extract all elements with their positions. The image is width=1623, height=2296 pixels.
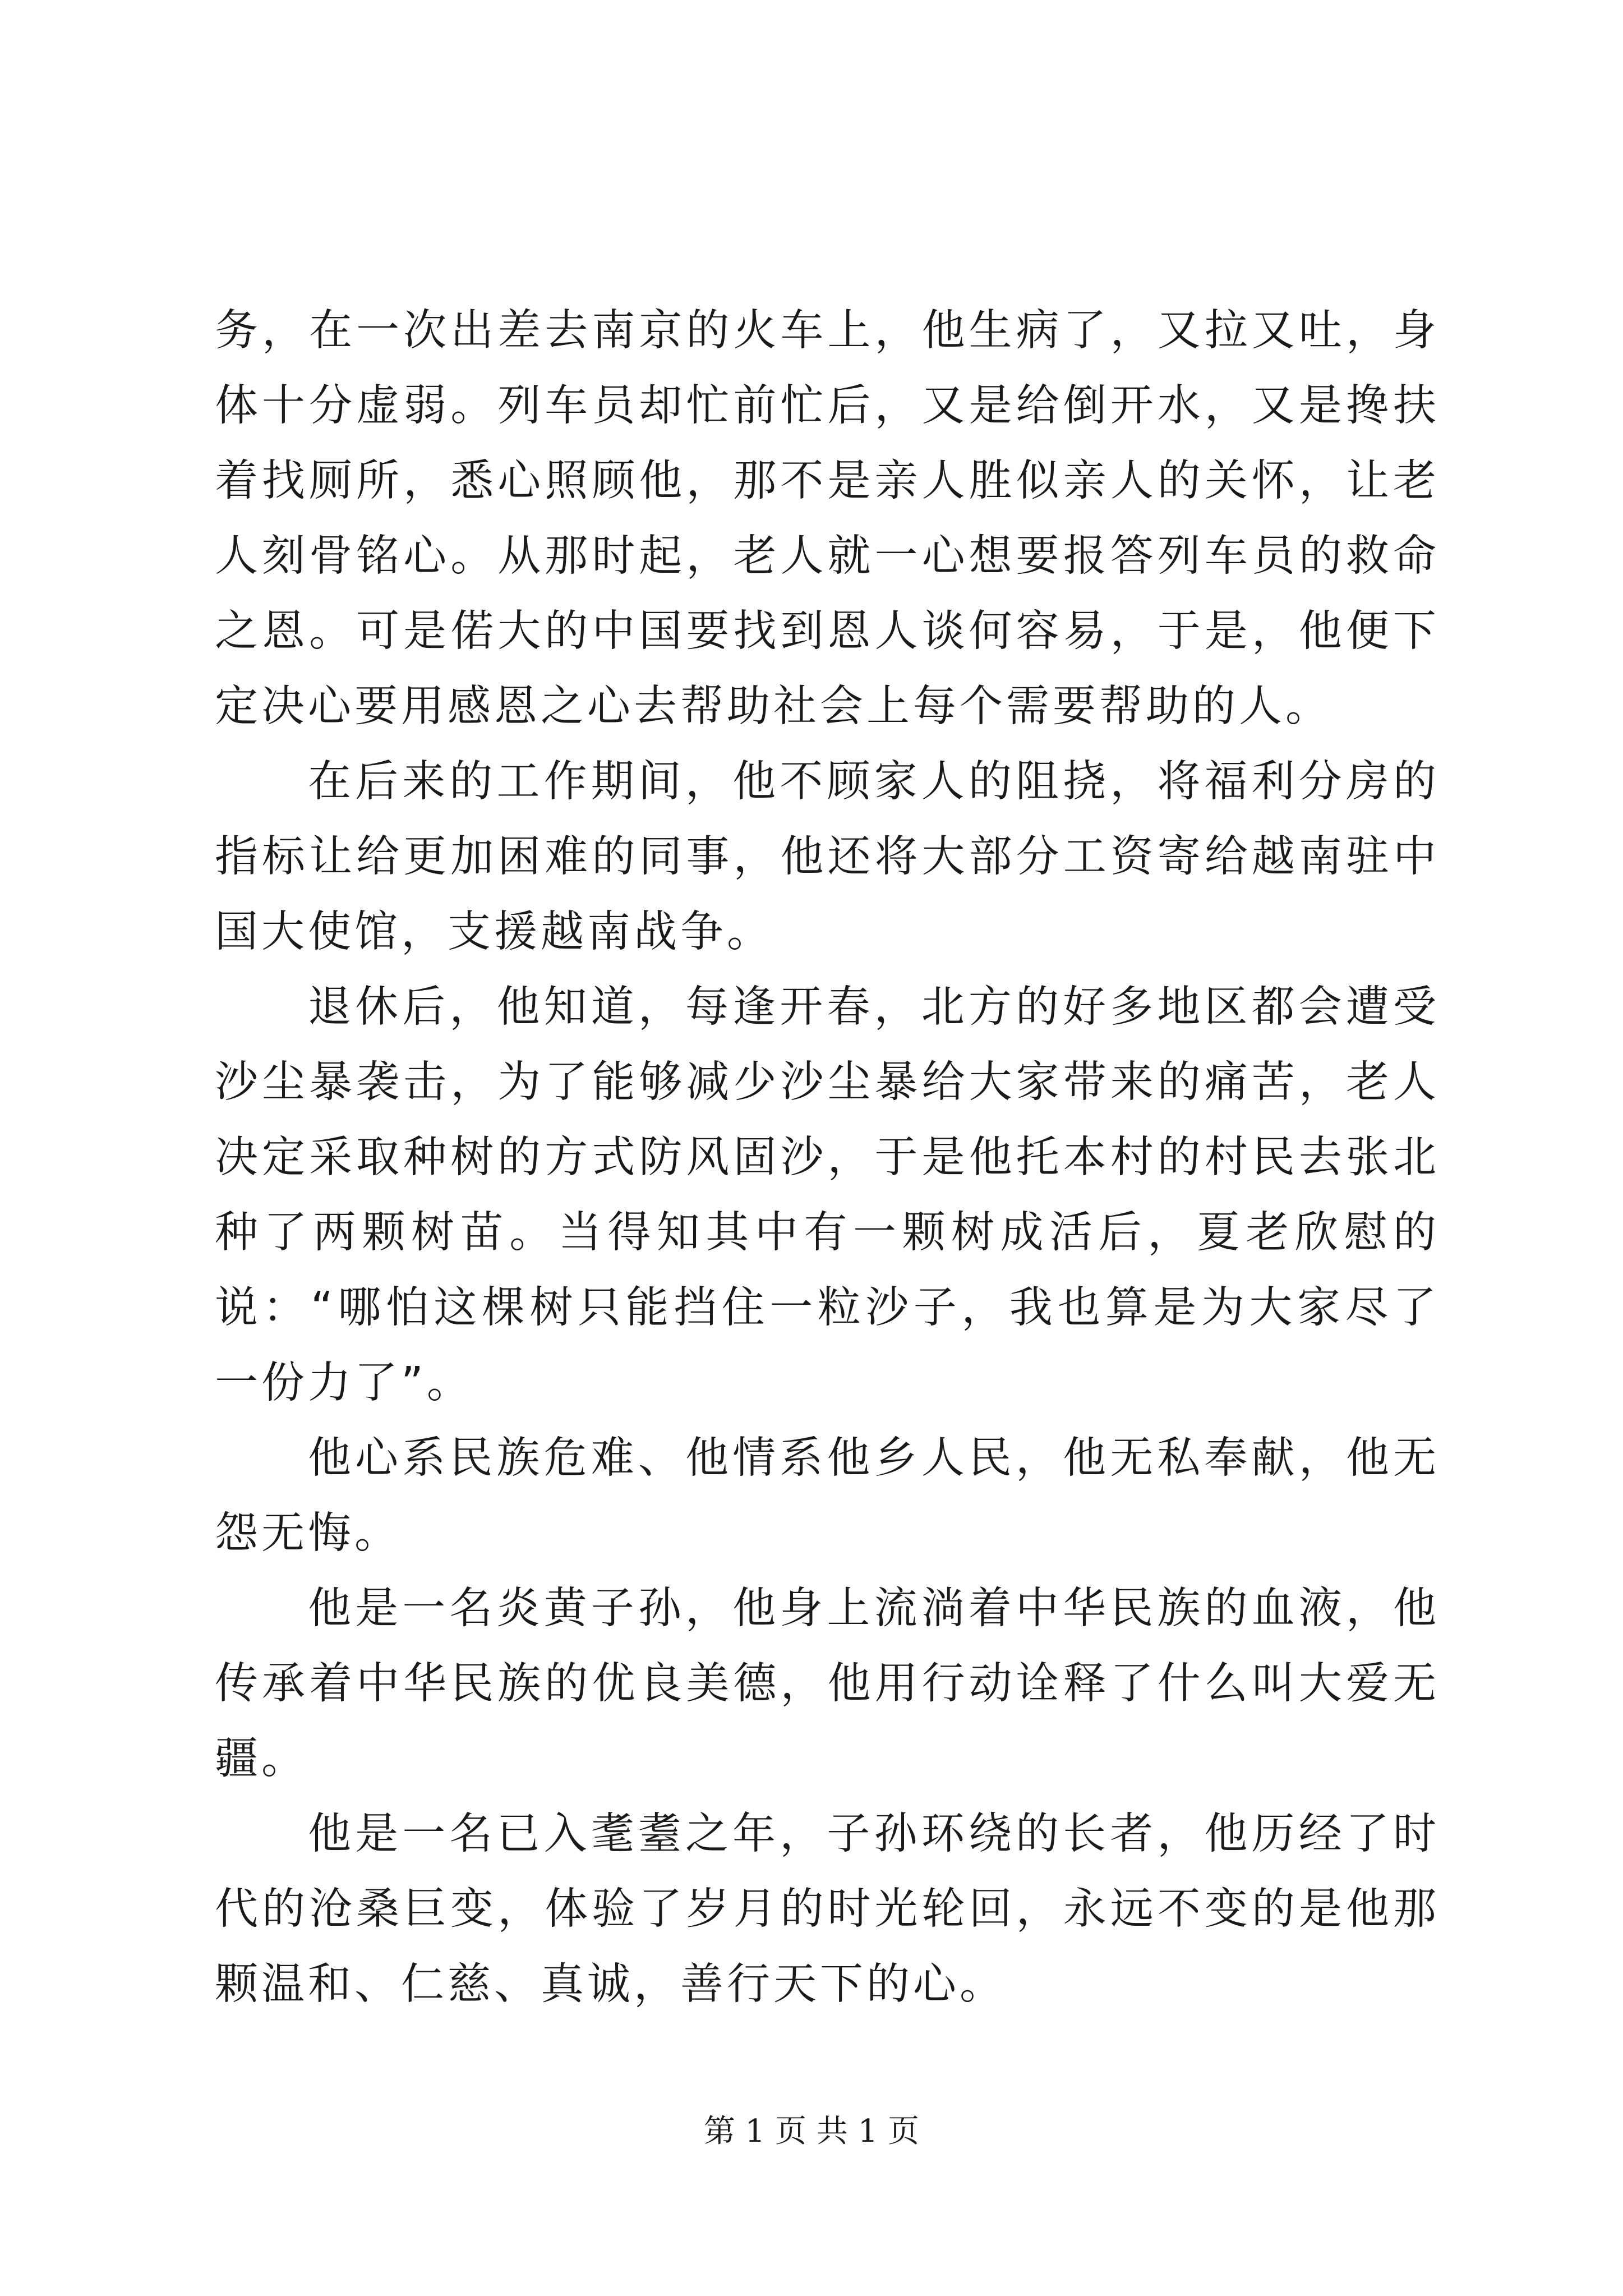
page-number-footer: 第 1 页 共 1 页 <box>703 2113 920 2150</box>
paragraph-3: 退休后，他知道，每逢开春，北方的好多地区都会遭受沙尘暴袭击，为了能够减少沙尘暴给大家带来的痛苦，老人决定采取种树的方式防风固沙，于是他托本村的村民去张北种了两颗树苗。当得知其中有一颗树成活后，夏老欣慰的说：“哪怕这棵树只能挡住一粒沙子，我也算是为大家尽了一份力了”。 <box>215 982 1440 1408</box>
document-body <box>215 293 1440 2022</box>
paragraph-2: 在后来的工作期间，他不顾家人的阻挠，将福利分房的指标让给更加困难的同事，他还将大部分工资寄给越南驻中国大使馆，支援越南战争。 <box>215 757 1440 957</box>
paragraph-1: 务，在一次出差去南京的火车上，他生病了，又拉又吐，身体十分虚弱。列车员却忙前忙后，又是给倒开水，又是搀扶着找厕所，悉心照顾他，那不是亲人胜似亲人的关怀，让老人刻骨铭心。从那时起，老人就一心想要报答列车员的救命之恩。可是偌大的中国要找到恩人谈何容易，于是，他便下定决心要用感恩之心去帮助社会上每个需要帮助的人。 <box>215 306 1440 731</box>
paragraph-6: 他是一名已入耄耋之年，子孙环绕的长者，他历经了时代的沧桑巨变，体验了岁月的时光轮回，永远不变的是他那颗温和、仁慈、真诚，善行天下的心。 <box>215 1809 1440 2009</box>
paragraph-5: 他是一名炎黄子孙，他身上流淌着中华民族的血液，他传承着中华民族的优良美德，他用行动诠释了什么叫大爱无疆。 <box>215 1584 1440 1784</box>
paragraph-4: 他心系民族危难、他情系他乡人民，他无私奉献，他无怨无悔。 <box>215 1433 1440 1558</box>
